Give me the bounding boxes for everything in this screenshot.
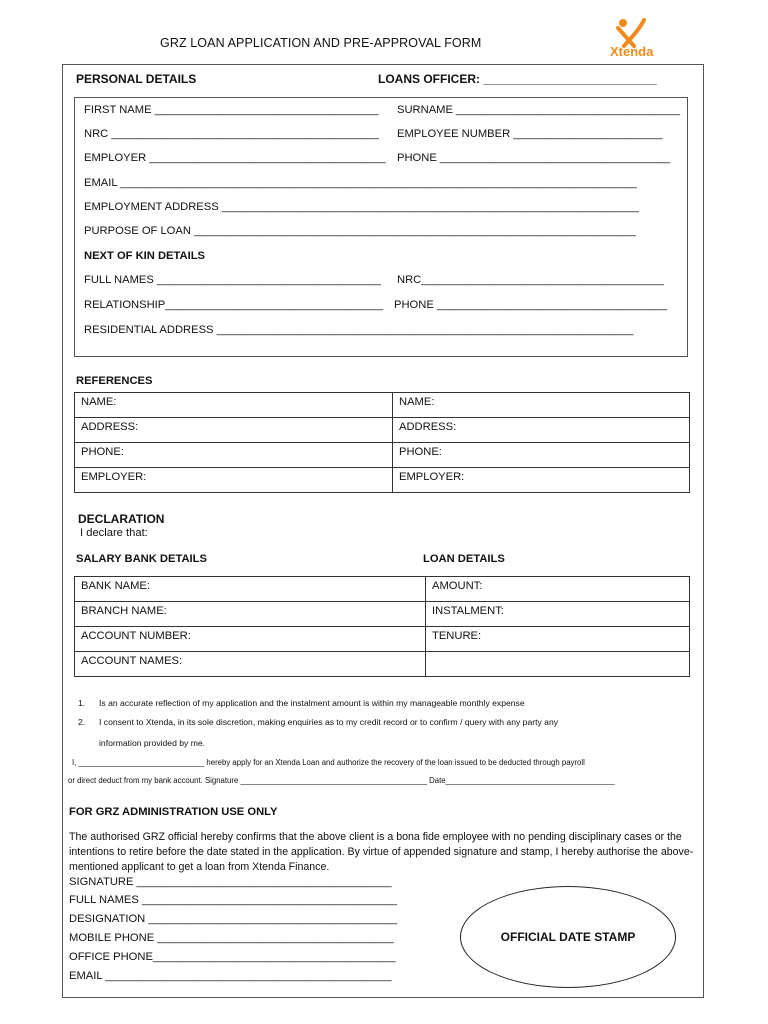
table-row (75, 602, 690, 627)
admin-paragraph: The authorised GRZ official hereby confirms that the above client is a bona fide employee with no pending disciplinary cases or the intentions to retire before the date stated in the application. By virtue of appended signature and stamp, I hereby authorise the above-mentioned applicant to get a loan from Xtenda Finance. (69, 831, 694, 873)
kin-phone-field[interactable]: PHONE _____________________________________ (394, 299, 668, 311)
loan-details-heading: LOAN DETAILS (423, 553, 505, 565)
table-row (75, 418, 690, 443)
surname-field[interactable]: SURNAME ____________________________________ (397, 104, 681, 116)
employer-field[interactable]: EMPLOYER ______________________________________ (84, 152, 386, 164)
employee-number-field[interactable]: EMPLOYEE NUMBER ________________________ (397, 128, 663, 140)
declaration-item-2: I consent to Xtenda, in its sole discretion, making enquiries as to my credit record or to confirm / query with any party any (99, 717, 559, 727)
admin-email-field[interactable]: EMAIL ______________________________________________ (69, 970, 392, 982)
declaration-item-2-number: 2. (78, 717, 86, 727)
nrc-field[interactable]: NRC ___________________________________________ (84, 128, 379, 140)
purpose-of-loan-field[interactable]: PURPOSE OF LOAN _______________________________________________________________________ (84, 225, 636, 237)
admin-signature-field[interactable]: SIGNATURE _________________________________________ (69, 876, 392, 888)
bank-cell[interactable]: ACCOUNT NAMES: (75, 652, 426, 677)
admin-mobile-phone-field[interactable]: MOBILE PHONE ______________________________________ (69, 932, 394, 944)
kin-nrc-field[interactable]: NRC_______________________________________ (397, 274, 664, 286)
bank-cell[interactable]: BRANCH NAME: (75, 602, 426, 627)
declaration-item-1: Is an accurate reflection of my application and the instalment amount is within my manageable monthly expense (99, 698, 525, 708)
loans-officer-field[interactable]: LOANS OFFICER: __________________________ (378, 72, 657, 86)
employment-address-field[interactable]: EMPLOYMENT ADDRESS ___________________________________________________________________ (84, 201, 639, 213)
logo-text: Xtenda (610, 44, 654, 59)
ref-cell[interactable]: EMPLOYER: (75, 468, 393, 493)
kin-full-names-field[interactable]: FULL NAMES ____________________________________ (84, 274, 381, 286)
admin-office-phone-field[interactable]: OFFICE PHONE_______________________________________ (69, 951, 396, 963)
xtenda-logo (606, 16, 662, 64)
references-heading: REFERENCES (76, 375, 153, 387)
ref-cell[interactable]: ADDRESS: (75, 418, 393, 443)
ref-cell[interactable]: PHONE: (75, 443, 393, 468)
admin-full-names-field[interactable]: FULL NAMES _________________________________________ (69, 894, 398, 906)
table-row (75, 468, 690, 493)
phone-field[interactable]: PHONE _____________________________________ (397, 152, 671, 164)
email-field[interactable]: EMAIL ___________________________________________________________________________________ (84, 177, 637, 189)
form-title: GRZ LOAN APPLICATION AND PRE-APPROVAL FORM (160, 36, 482, 50)
bank-cell[interactable]: BANK NAME: (75, 577, 426, 602)
loan-cell[interactable]: INSTALMENT: (426, 602, 690, 627)
authorization-line-1[interactable]: I, _____________________________ hereby apply for an Xtenda Loan and authorize the recovery of the loan issued to be deducted through payroll (72, 758, 585, 767)
first-name-field[interactable]: FIRST NAME ____________________________________ (84, 104, 379, 116)
loan-cell[interactable]: AMOUNT: (426, 577, 690, 602)
table-row (75, 652, 690, 677)
ref-cell[interactable]: PHONE: (393, 443, 690, 468)
table-row (75, 577, 690, 602)
references-table (74, 392, 690, 493)
official-date-stamp (460, 886, 676, 988)
table-row (75, 443, 690, 468)
salary-bank-heading: SALARY BANK DETAILS (76, 553, 207, 565)
admin-designation-field[interactable]: DESIGNATION ________________________________________ (69, 913, 398, 925)
personal-details-heading: PERSONAL DETAILS (76, 72, 197, 86)
declaration-intro: I declare that: (80, 527, 148, 539)
bank-loan-table (74, 576, 690, 677)
ref-cell[interactable]: ADDRESS: (393, 418, 690, 443)
authorization-line-2[interactable]: or direct deduct from my bank account. Signature ___________________________________________ Date_______________________________________ (68, 776, 615, 785)
declaration-heading: DECLARATION (78, 512, 165, 526)
table-row (75, 393, 690, 418)
ref-cell[interactable]: EMPLOYER: (393, 468, 690, 493)
admin-heading: FOR GRZ ADMINISTRATION USE ONLY (69, 806, 278, 818)
relationship-field[interactable]: RELATIONSHIP___________________________________ (84, 299, 383, 311)
bank-cell[interactable]: ACCOUNT NUMBER: (75, 627, 426, 652)
next-of-kin-heading: NEXT OF KIN DETAILS (84, 250, 205, 262)
declaration-item-1-number: 1. (78, 698, 86, 708)
ref-cell[interactable]: NAME: (75, 393, 393, 418)
declaration-item-2-cont: information provided by me. (99, 738, 206, 748)
residential-address-field[interactable]: RESIDENTIAL ADDRESS ___________________________________________________________________ (84, 324, 634, 336)
loan-cell[interactable]: TENURE: (426, 627, 690, 652)
loan-cell[interactable] (426, 652, 690, 677)
table-row (75, 627, 690, 652)
ref-cell[interactable]: NAME: (393, 393, 690, 418)
stamp-label: OFFICIAL DATE STAMP (500, 930, 636, 944)
